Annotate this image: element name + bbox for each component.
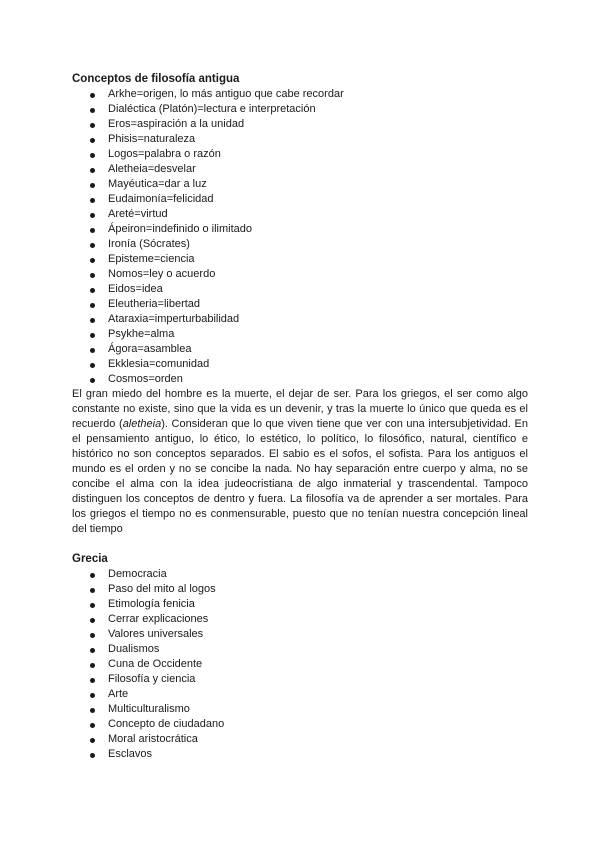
list-item [72,672,528,687]
list-item-text: Cerrar explicaciones [108,613,209,625]
list-item-text: Nomos=ley o acuerdo [108,268,216,280]
list-item-text: Dialéctica (Platón)=lectura e interpretación [108,103,316,115]
bullet-icon [90,348,95,353]
body-paragraph [72,387,528,537]
list-item [72,612,528,627]
bullet-icon [90,288,95,293]
bullet-icon [90,123,95,128]
bullet-icon [90,138,95,143]
list-item-text: Arte [108,688,129,700]
list-item [72,162,528,177]
list-item [72,582,528,597]
list-item-text: Dualismos [108,643,160,655]
list-item [72,117,528,132]
list-item [72,87,528,102]
list-item-text: Ápeiron=indefinido o ilimitado [108,223,253,235]
list-item-text: Concepto de ciudadano [108,718,225,730]
list-item [72,627,528,642]
bullet-icon [90,663,95,668]
list-item-text: Multiculturalismo [108,703,190,715]
bullet-icon [90,183,95,188]
list-item-text: Aletheia=desvelar [108,163,196,175]
list-item [72,177,528,192]
bullet-icon [90,363,95,368]
bullet-icon [90,633,95,638]
bullet-icon [90,753,95,758]
grecia-list [72,567,528,762]
list-item [72,747,528,762]
list-item [72,222,528,237]
list-item-text: Eidos=idea [108,283,163,295]
list-item-text: Cosmos=orden [108,373,183,385]
list-item [72,372,528,387]
list-item [72,297,528,312]
section-heading-grecia: Grecia [72,553,108,565]
concepts-list [72,87,528,387]
bullet-icon [90,678,95,683]
bullet-icon [90,648,95,653]
bullet-icon [90,603,95,608]
list-item-text: Ataraxia=imperturbabilidad [108,313,240,325]
list-item-text: Logos=palabra o razón [108,148,221,160]
list-item [72,642,528,657]
list-item-text: Paso del mito al logos [108,583,216,595]
list-item-text: Eros=aspiración a la unidad [108,118,245,130]
list-item [72,147,528,162]
list-item [72,252,528,267]
bullet-icon [90,693,95,698]
list-item-text: Arkhe=origen, lo más antiguo que cabe recordar [108,88,344,100]
section-heading-conceptos: Conceptos de filosofía antigua [72,73,240,85]
list-item [72,237,528,252]
bullet-icon [90,333,95,338]
list-item-text: Areté=virtud [108,208,168,220]
bullet-icon [90,153,95,158]
bullet-icon [90,93,95,98]
bullet-icon [90,108,95,113]
list-item-text: Democracia [108,568,167,580]
list-item [72,267,528,282]
list-item-text: Cuna de Occidente [108,658,203,670]
bullet-icon [90,588,95,593]
bullet-icon [90,198,95,203]
bullet-icon [90,708,95,713]
list-item-text: Episteme=ciencia [108,253,195,265]
list-item-text: Valores universales [108,628,204,640]
list-item [72,282,528,297]
bullet-icon [90,273,95,278]
bullet-icon [90,618,95,623]
bullet-icon [90,213,95,218]
list-item [72,567,528,582]
list-item-text: Filosofía y ciencia [108,673,196,685]
list-item [72,312,528,327]
list-item [72,327,528,342]
list-item-text: Moral aristocrática [108,733,198,745]
list-item-text: Ágora=asamblea [108,343,192,355]
list-item [72,357,528,372]
list-item [72,207,528,222]
list-item [72,342,528,357]
bullet-icon [90,378,95,383]
paragraph-text: El gran miedo del hombre es la muerte, el dejar de ser. Para los griegos, el ser como algo constante no existe, sino que la vida es un devenir, y tras la muerte lo único que queda es el recuerdo ( [72,388,528,430]
bullet-icon [90,303,95,308]
list-item-text: Ekklesia=comunidad [108,358,210,370]
bullet-icon [90,573,95,578]
list-item-text: Psykhe=alma [108,328,175,340]
list-item-text: Esclavos [108,748,153,760]
bullet-icon [90,318,95,323]
bullet-icon [90,738,95,743]
list-item-text: Mayéutica=dar a luz [108,178,207,190]
paragraph-italic-term: aletheia [122,418,162,430]
list-item [72,657,528,672]
list-item-text: Etimología fenicia [108,598,195,610]
list-item [72,687,528,702]
bullet-icon [90,243,95,248]
bullet-icon [90,723,95,728]
bullet-icon [90,228,95,233]
list-item-text: Eleutheria=libertad [108,298,201,310]
list-item [72,717,528,732]
bullet-icon [90,258,95,263]
paragraph-text: ). Consideran que lo que viven tiene que ver con una intersubjetividad. En el pensamiento antiguo, lo ético, lo estético, lo político, lo filosófico, natural, científico e histórico no son conceptos separados. El sabio es el sofos, el sofista. Para los antiguos el mundo es el orden y no se concibe la nada. No hay separación entre cuerpo y alma, no se concibe el alma con la idea judeocristiana de algo inmaterial y trascendental. Tampoco distinguen los conceptos de dentro y fuera. La filosofía va de aprender a ser mortales. Para los griegos el tiempo no es conmensurable, puesto que no tenían nuestra concepción lineal del tiempo [72,418,528,535]
list-item [72,192,528,207]
list-item-text: Ironía (Sócrates) [108,238,190,250]
spacer [72,537,528,552]
list-item [72,102,528,117]
list-item [72,132,528,147]
list-item [72,732,528,747]
document-page [72,72,528,762]
list-item [72,597,528,612]
list-item-text: Eudaimonía=felicidad [108,193,214,205]
list-item-text: Phisis=naturaleza [108,133,196,145]
list-item [72,702,528,717]
bullet-icon [90,168,95,173]
